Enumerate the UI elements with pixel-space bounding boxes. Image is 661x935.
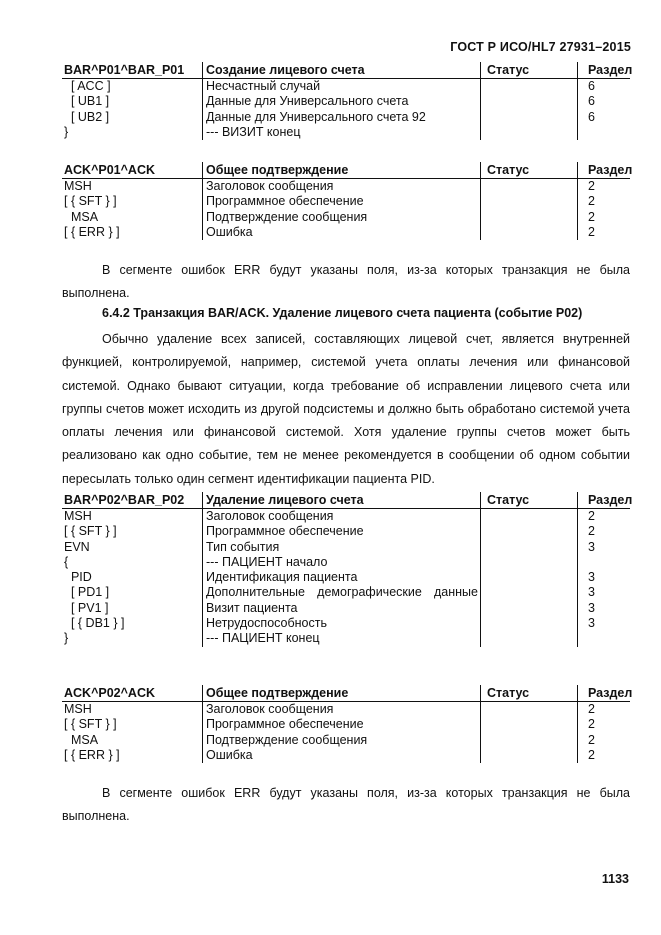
column-header: Раздел [578,685,631,702]
table-row [62,717,630,732]
column-header: Статус [481,62,578,79]
table-cell [481,555,578,570]
message-table-bar-p02 [62,492,633,647]
column-header: Раздел [578,62,631,79]
table-row [62,540,630,555]
paragraph-err-note-2: В сегменте ошибок ERR будут указаны поля, из-за которых транзакция не была выполнена. [62,786,630,824]
table-row [62,225,630,240]
table-cell: [ UB2 ] [64,109,110,124]
table-cell: 2 [578,717,631,732]
table-cell: [ { ERR } ] [64,747,120,762]
table-cell: 2 [578,179,631,195]
table-cell [578,631,631,646]
table-cell: 2 [578,225,631,240]
table-cell [578,555,631,570]
table-row [62,110,630,125]
column-header: ACK^P01^ACK [62,162,203,179]
table-cell [481,570,578,585]
table-row [62,631,630,646]
message-table-ack-p01 [62,162,633,240]
table-cell: } [64,631,69,646]
table-cell: [ { SFT } ] [64,524,117,539]
table-cell: 3 [578,570,631,585]
table-row [62,616,630,631]
table-cell: { [64,554,69,569]
table-cell: 6 [578,110,631,125]
table-cell: Подтверждение сообщения [203,733,481,748]
table-cell [578,125,631,140]
table-cell [481,616,578,631]
table-cell: 2 [578,210,631,225]
table-row [62,179,630,195]
table-cell: 6 [578,94,631,109]
column-header: Статус [481,162,578,179]
table-cell: Данные для Универсального счета 92 [203,110,481,125]
table-cell: Подтверждение сообщения [203,210,481,225]
table-cell: Заголовок сообщения [203,179,481,195]
table-cell: [ PD1 ] [64,585,110,600]
column-header: ACK^P02^ACK [62,685,203,702]
table-cell [481,79,578,95]
table-cell: Заголовок сообщения [203,702,481,718]
table-cell: } [64,124,69,139]
table-cell: Заголовок сообщения [203,509,481,525]
column-header: Статус [481,492,578,509]
table-row [62,94,630,109]
table-cell: Дополнительные демографические данные [203,585,481,600]
table-row [62,601,630,616]
table-cell: 3 [578,540,631,555]
table-cell: MSA [64,209,99,224]
table-cell [481,733,578,748]
table-row [62,702,630,718]
page-number: 1133 [601,872,629,886]
table-row [62,509,630,525]
table-cell: MSH [64,179,92,193]
table-cell: Данные для Универсального счета [203,94,481,109]
table-cell [481,524,578,539]
table-row [62,524,630,539]
table-cell: Тип события [203,540,481,555]
table-cell: [ { SFT } ] [64,194,117,209]
section-heading-6-4-2: 6.4.2 Транзакция BAR/ACK. Удаление лицевого счета пациента (событие P02) [102,306,583,320]
table-cell: 2 [578,194,631,209]
table-header-row [62,162,630,179]
table-cell [481,601,578,616]
paragraph-err-note-1: В сегменте ошибок ERR будут указаны поля, из-за которых транзакция не была выполнена. [62,263,630,301]
table-cell: --- ПАЦИЕНТ конец [203,631,481,646]
table-cell [481,748,578,763]
message-table-ack-p02 [62,685,633,763]
table-cell: 2 [578,509,631,525]
table-header-row [62,492,630,509]
table-cell [481,110,578,125]
table-cell [481,225,578,240]
column-header: Раздел [578,492,631,509]
table-row [62,79,630,95]
table-cell: 2 [578,702,631,718]
table-cell [481,125,578,140]
table-cell [481,179,578,195]
document-header-title: ГОСТ Р ИСО/HL7 27931–2015 [450,40,631,54]
table-cell [481,717,578,732]
table-row [62,555,630,570]
table-cell: Программное обеспечение [203,717,481,732]
table-cell: Нетрудоспособность [203,616,481,631]
table-cell: Программное обеспечение [203,194,481,209]
table-cell: EVN [64,539,90,554]
table-cell: [ { SFT } ] [64,717,117,732]
column-header: BAR^P02^BAR_P02 [62,492,203,509]
paragraph-deletion-description: Обычно удаление всех записей, составляющих лицевой счет, является внутренней функцией, контролируемой, например, системой учета оплаты лечения или финансовой системой. Однако бывают ситуации, когда требование об исправлении лицевого счета или группы счетов может исходить из другой подсистемы и должно быть обработано системой учета оплаты лечения или финансовой системой. Хотя удаление группы счетов может быть реализовано как одно событие, тем не менее рекомендуется в сообщении об одном событии пересылать только один сегмент идентификации пациента PID. [62,332,630,486]
table-cell: 6 [578,79,631,95]
table-cell [481,585,578,600]
table-cell: 3 [578,616,631,631]
table-row [62,210,630,225]
table-cell: MSH [64,702,92,716]
table-cell: Ошибка [203,225,481,240]
table-cell [481,94,578,109]
table-cell: MSH [64,509,92,523]
table-cell: Ошибка [203,748,481,763]
table-header-row [62,685,630,702]
table-cell: --- ПАЦИЕНТ начало [203,555,481,570]
table-cell [481,210,578,225]
table-row [62,125,630,140]
table-cell: --- ВИЗИТ конец [203,125,481,140]
table-cell [481,540,578,555]
column-header: Создание лицевого счета [203,62,481,79]
table-cell: Несчастный случай [203,79,481,95]
table-cell: [ UB1 ] [64,94,110,109]
table-cell: [ { ERR } ] [64,224,120,239]
table-cell: [ ACC ] [64,79,111,93]
table-cell: 2 [578,748,631,763]
table-header-row [62,62,630,79]
table-cell [481,702,578,718]
column-header: Удаление лицевого счета [203,492,481,509]
table-row [62,733,630,748]
table-cell: Программное обеспечение [203,524,481,539]
table-cell: 2 [578,524,631,539]
column-header: Раздел [578,162,631,179]
column-header: Общее подтверждение [203,162,481,179]
table-cell: [ { DB1 } ] [64,616,125,631]
table-cell: Визит пациента [203,601,481,616]
table-cell: 2 [578,733,631,748]
table-cell: MSA [64,732,99,747]
table-cell: PID [64,570,92,585]
table-row [62,585,630,600]
table-cell: 3 [578,601,631,616]
column-header: Статус [481,685,578,702]
table-row [62,570,630,585]
table-cell: Идентификация пациента [203,570,481,585]
table-cell [481,509,578,525]
column-header: BAR^P01^BAR_P01 [62,62,203,79]
table-row [62,748,630,763]
table-cell [481,194,578,209]
column-header: Общее подтверждение [203,685,481,702]
table-cell: 3 [578,585,631,600]
table-row [62,194,630,209]
table-cell [481,631,578,646]
table-cell: [ PV1 ] [64,600,109,615]
message-table-bar-p01 [62,62,633,140]
